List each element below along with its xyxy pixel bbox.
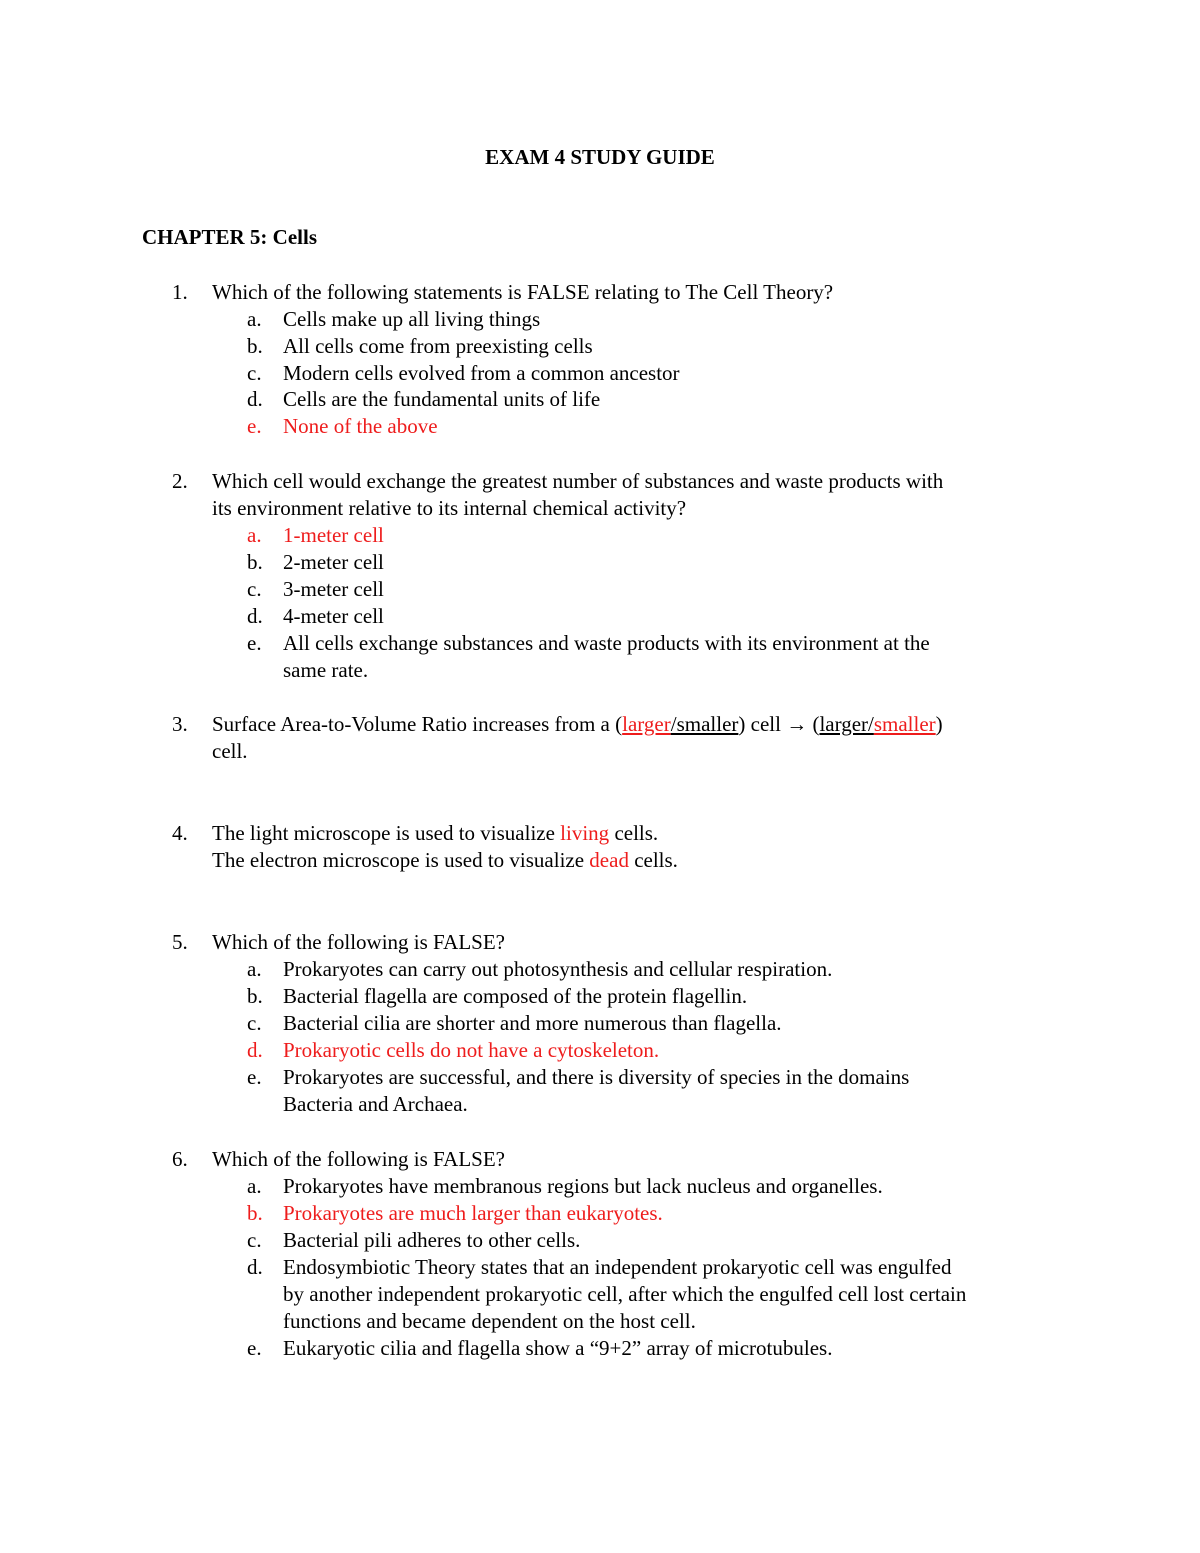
option-text: Bacterial pili adheres to other cells.	[283, 1228, 581, 1252]
answer-option-text: None of the above	[283, 414, 438, 438]
option-text: Prokaryotes have membranous regions but lack nucleus and organelles.	[283, 1174, 883, 1198]
question-text: Which of the following is FALSE?	[212, 1147, 505, 1171]
question-number: 5.	[172, 930, 188, 954]
option-text: All cells come from preexisting cells	[283, 334, 593, 358]
option-text-continued: Bacteria and Archaea.	[283, 1092, 468, 1116]
option-text: Eukaryotic cilia and flagella show a “9+2” array of microtubules.	[283, 1336, 833, 1360]
answer-option-label: d.	[247, 1038, 263, 1062]
q4-line2-prefix: The electron microscope is used to visualize	[212, 848, 590, 872]
option-text: Bacterial flagella are composed of the protein flagellin.	[283, 984, 748, 1008]
question-text: Which cell would exchange the greatest number of substances and waste products with	[212, 469, 944, 493]
option-label: c.	[247, 577, 262, 601]
option-label: c.	[247, 1011, 262, 1035]
answer-option-label: e.	[247, 414, 262, 438]
page-title: EXAM 4 STUDY GUIDE	[485, 145, 715, 169]
question-number: 2.	[172, 469, 188, 493]
option-label: c.	[247, 361, 262, 385]
option-label: a.	[247, 307, 262, 331]
question-text-continued: its environment relative to its internal chemical activity?	[212, 496, 687, 520]
question-text: Which of the following is FALSE?	[212, 930, 505, 954]
answer-option-label: a.	[247, 523, 262, 547]
question-number: 3.	[172, 712, 188, 736]
option-label: e.	[247, 631, 262, 655]
answer-larger: larger	[622, 712, 671, 736]
option-text: Modern cells evolved from a common ancestor	[283, 361, 680, 385]
answer-dead: dead	[589, 848, 629, 872]
option-text: Endosymbiotic Theory states that an independent prokaryotic cell was engulfed	[283, 1255, 952, 1279]
q4-line1-prefix: The light microscope is used to visualize	[212, 821, 561, 845]
answer-option-text: Prokaryotic cells do not have a cytoskeleton.	[283, 1038, 660, 1062]
option-text: 3-meter cell	[283, 577, 384, 601]
answer-option-label: b.	[247, 1201, 263, 1225]
option-text: Prokaryotes can carry out photosynthesis and cellular respiration.	[283, 957, 833, 981]
question-text	[212, 711, 943, 737]
option-text-continued: by another independent prokaryotic cell, after which the engulfed cell lost certain	[283, 1282, 967, 1306]
answer-smaller: smaller	[873, 712, 936, 736]
option-label: b.	[247, 334, 263, 358]
option-label: d.	[247, 1255, 263, 1279]
option-text-continued: same rate.	[283, 658, 369, 682]
option-label: b.	[247, 984, 263, 1008]
question-text-continued	[212, 847, 678, 873]
option-text: Cells make up all living things	[283, 307, 541, 331]
answer-living: living	[560, 821, 610, 845]
option-label: b.	[247, 550, 263, 574]
option-text: Prokaryotes are successful, and there is diversity of species in the domains	[283, 1065, 910, 1089]
option-label: e.	[247, 1065, 262, 1089]
question-text	[212, 820, 658, 846]
question-text: Which of the following statements is FALSE relating to The Cell Theory?	[212, 280, 834, 304]
option-label: c.	[247, 1228, 262, 1252]
q3-mid: ) cell → (	[738, 712, 820, 736]
option-label: d.	[247, 387, 263, 411]
q3-suffix: )	[935, 712, 943, 736]
q3-slash-smaller: /smaller	[670, 712, 739, 736]
q3-prefix: Surface Area-to-Volume Ratio increases from a (	[212, 712, 623, 736]
question-number: 1.	[172, 280, 188, 304]
option-label: d.	[247, 604, 263, 628]
option-text: Cells are the fundamental units of life	[283, 387, 601, 411]
question-number: 6.	[172, 1147, 188, 1171]
chapter-heading: CHAPTER 5: Cells	[142, 225, 317, 249]
q4-line2-suffix: cells.	[628, 848, 678, 872]
option-label: a.	[247, 957, 262, 981]
option-text: 4-meter cell	[283, 604, 384, 628]
option-label: a.	[247, 1174, 262, 1198]
q3-larger-slash: larger/	[819, 712, 874, 736]
option-text: Bacterial cilia are shorter and more numerous than flagella.	[283, 1011, 782, 1035]
option-text: 2-meter cell	[283, 550, 384, 574]
answer-option-text: 1-meter cell	[283, 523, 384, 547]
option-label: e.	[247, 1336, 262, 1360]
q4-line1-suffix: cells.	[609, 821, 659, 845]
question-text-continued: cell.	[212, 739, 248, 763]
option-text: All cells exchange substances and waste products with its environment at the	[283, 631, 930, 655]
answer-option-text: Prokaryotes are much larger than eukaryotes.	[283, 1201, 663, 1225]
question-number: 4.	[172, 821, 188, 845]
option-text-continued: functions and became dependent on the host cell.	[283, 1309, 696, 1333]
